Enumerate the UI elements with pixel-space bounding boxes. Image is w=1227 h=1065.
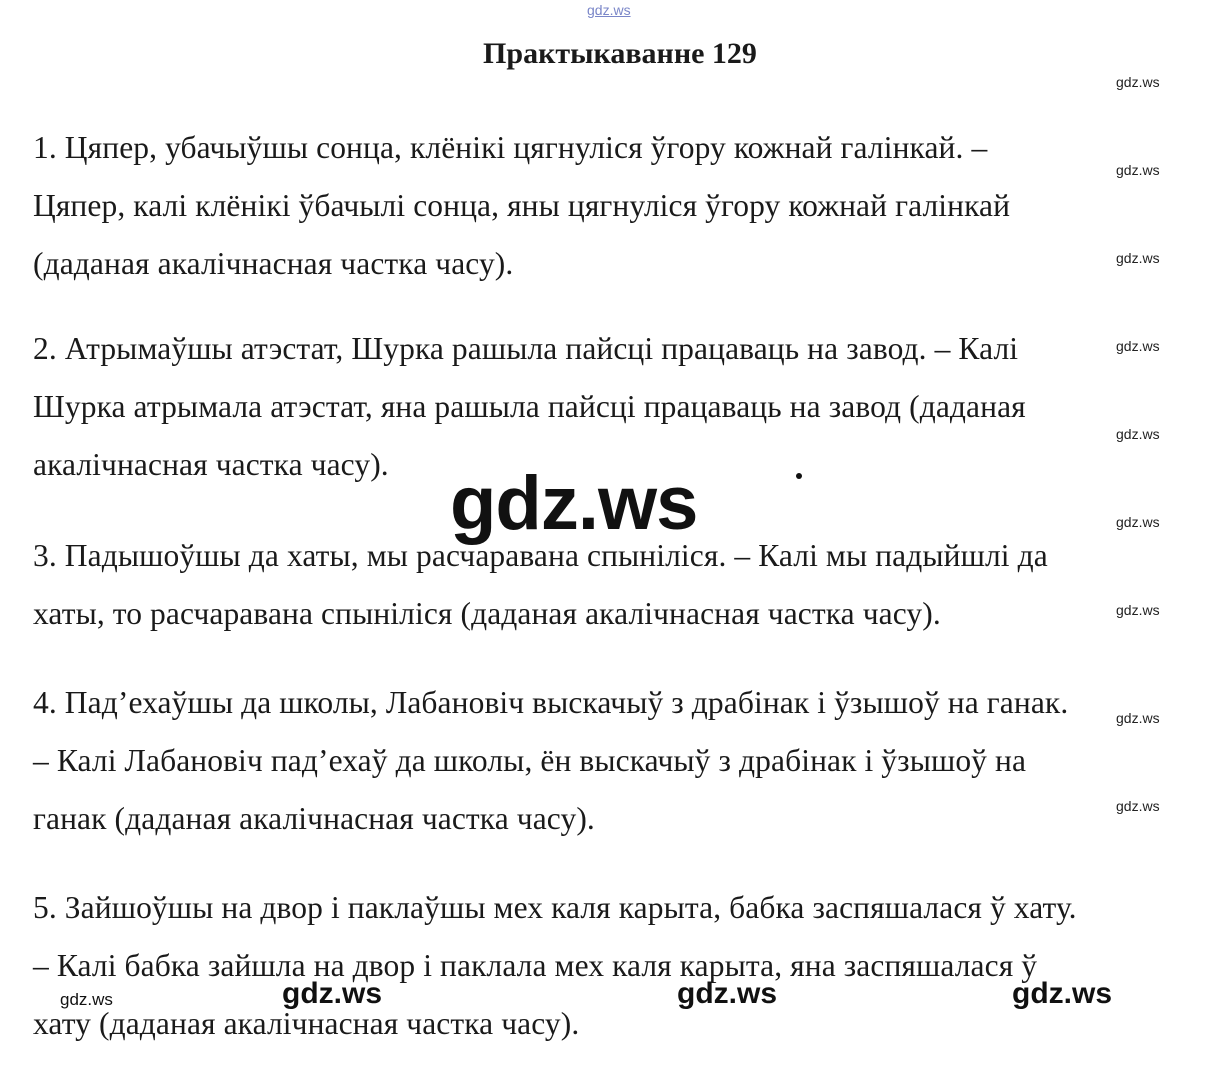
paragraph-1: [33, 119, 1203, 293]
side-watermark: gdz.ws: [1116, 338, 1160, 354]
paragraph-4: [33, 674, 1203, 848]
page-title: Практыкаванне 129: [483, 37, 757, 70]
top-watermark-link[interactable]: gdz.ws: [587, 2, 631, 18]
paragraph-line: хаты, то расчаравана спыніліся (даданая акалічнасная частка часу).: [33, 596, 941, 631]
paragraph-line: Цяпер, калі клёнікі ўбачылі сонца, яны цягнуліся ўгору кожнай галінкай: [33, 188, 1011, 223]
paragraph-line: хату (даданая акалічнасная частка часу).: [33, 1006, 580, 1041]
paragraph-line: 2. Атрымаўшы атэстат, Шурка рашыла пайсці працаваць на завод. – Калі: [33, 331, 1019, 366]
center-watermark: gdz.ws: [450, 461, 698, 546]
stray-dot: [796, 473, 802, 479]
side-watermark: gdz.ws: [1116, 602, 1160, 618]
side-watermark: gdz.ws: [1116, 74, 1160, 90]
bottom-small-watermark: gdz.ws: [60, 990, 113, 1009]
side-watermark: gdz.ws: [1116, 710, 1160, 726]
paragraph-line: – Калі бабка зайшла на двор і паклала мех каля карыта, яна заспяшалася ў: [33, 948, 1038, 983]
paragraph-line: – Калі Лабановіч пад’ехаў да школы, ён выскачыў з драбінак і ўзышоў на: [33, 743, 1027, 778]
paragraph-line: ганак (даданая акалічнасная частка часу).: [33, 801, 595, 836]
paragraph-line: 3. Падышоўшы да хаты, мы расчаравана спыніліся. – Калі мы падыйшлі да: [33, 538, 1048, 573]
side-watermark: gdz.ws: [1116, 426, 1160, 442]
bottom-watermark: gdz.ws: [1012, 977, 1113, 1010]
bottom-watermark: gdz.ws: [677, 977, 778, 1010]
side-watermark: gdz.ws: [1116, 162, 1160, 178]
paragraph-5: [33, 879, 1203, 1053]
side-watermark: gdz.ws: [1116, 250, 1160, 266]
paragraph-line: Шурка атрымала атэстат, яна рашыла пайсці працаваць на завод (даданая: [33, 389, 1026, 424]
bottom-watermark: gdz.ws: [282, 977, 383, 1010]
paragraph-line: 4. Пад’ехаўшы да школы, Лабановіч выскачыў з драбінак і ўзышоў на ганак.: [33, 685, 1069, 720]
paragraph-line: 1. Цяпер, убачыўшы сонца, клёнікі цягнуліся ўгору кожнай галінкай. –: [33, 130, 988, 165]
side-watermark: gdz.ws: [1116, 514, 1160, 530]
paragraph-line: акалічнасная частка часу).: [33, 447, 389, 482]
paragraph-line: 5. Зайшоўшы на двор і паклаўшы мех каля карыта, бабка заспяшалася ў хату.: [33, 890, 1077, 925]
paragraph-line: (даданая акалічнасная частка часу).: [33, 246, 514, 281]
side-watermark: gdz.ws: [1116, 798, 1160, 814]
